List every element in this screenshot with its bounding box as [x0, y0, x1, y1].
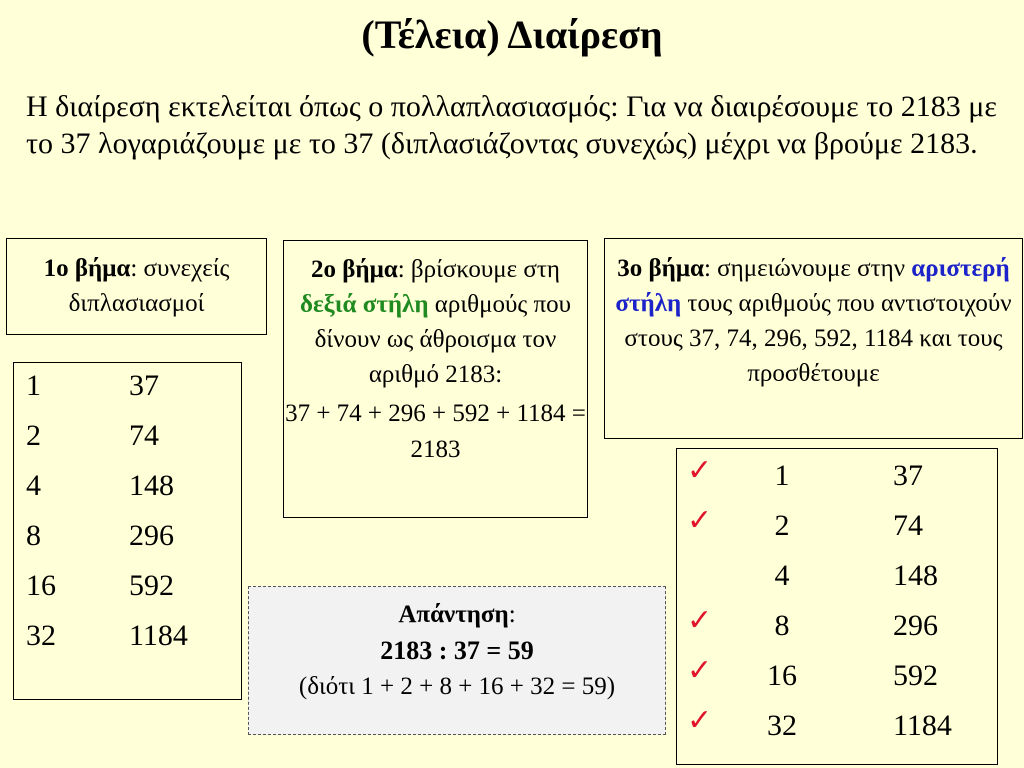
marked-table-right [676, 448, 998, 765]
table-row [677, 653, 997, 703]
step2-highlight: δεξιά στήλη [299, 291, 429, 318]
step1-text: : συνεχείς διπλασιασμοί [68, 255, 230, 317]
checkmark-icon: ✓ [687, 703, 713, 738]
step3-box [604, 238, 1023, 439]
doubling-table-left [13, 362, 242, 700]
product-cell: 37 [893, 459, 923, 492]
product-cell: 37 [129, 369, 159, 402]
table-row [14, 363, 241, 413]
step1-box [6, 238, 267, 335]
step1-heading: 1ο βήμα [43, 255, 131, 282]
table-row [14, 513, 241, 563]
checkmark-icon: ✓ [687, 653, 713, 688]
answer-result: 2183 : 37 = 59 [380, 636, 534, 665]
product-cell: 592 [129, 569, 174, 602]
multiplier-cell: 8 [26, 519, 41, 552]
product-cell: 1184 [129, 619, 188, 652]
multiplier-cell: 2 [26, 419, 41, 452]
checkmark-icon: ✓ [687, 503, 713, 538]
table-row [14, 463, 241, 513]
product-cell: 592 [893, 659, 938, 692]
step2-box [283, 240, 588, 518]
table-row [14, 563, 241, 613]
step2-equation: 37 + 74 + 296 + 592 + 1184 = 2183 [285, 400, 586, 463]
step3-text-before: : σημειώνουμε στην [703, 255, 912, 282]
answer-colon: : [508, 601, 516, 628]
multiplier-cell: 32 [767, 709, 797, 742]
answer-label: Απάντηση [398, 601, 509, 628]
multiplier-cell: 16 [26, 569, 56, 602]
answer-heading [249, 597, 665, 633]
step2-text-after: αριθμούς που δίνουν ως άθροισμα τον αριθμό 2183: [314, 291, 572, 388]
table-row [14, 613, 241, 663]
table-row [677, 703, 997, 753]
product-cell: 148 [129, 469, 174, 502]
product-cell: 1184 [893, 709, 952, 742]
table-row [677, 603, 997, 653]
checkmark-icon: ✓ [687, 603, 713, 638]
step2-description [284, 252, 587, 392]
product-cell: 74 [893, 509, 923, 542]
multiplier-cell: 2 [774, 509, 790, 542]
product-cell: 296 [129, 519, 174, 552]
multiplier-cell: 16 [767, 659, 797, 692]
table-row [14, 413, 241, 463]
table-row [677, 453, 997, 503]
product-cell: 296 [893, 609, 938, 642]
multiplier-cell: 4 [26, 469, 41, 502]
table-row [677, 503, 997, 553]
product-cell: 74 [129, 419, 159, 452]
checkmark-icon: ✓ [687, 453, 713, 488]
product-cell: 148 [893, 559, 938, 592]
table-row [677, 553, 997, 603]
step3-highlight: αριστερή στήλη [615, 255, 1010, 317]
multiplier-cell: 4 [774, 559, 790, 592]
step3-text-after: τους αριθμούς που αντιστοιχούν στους 37, 74, 296, 592, 1184 και τους προσθέτουμε [624, 290, 1012, 387]
multiplier-cell: 1 [774, 459, 790, 492]
intro-paragraph: Η διαίρεση εκτελείται όπως ο πολλαπλασιασμός: Για να διαιρέσουμε το 2183 με το 37 λογαριάζουμε με το 37 (διπλασιάζοντας συνεχώς) μέχρι να βρούμε 2183. [26, 90, 997, 160]
multiplier-cell: 8 [774, 609, 790, 642]
page-title: (Τέλεια) Διαίρεση [361, 12, 663, 57]
multiplier-cell: 1 [26, 369, 41, 402]
answer-box [248, 586, 666, 735]
step2-text-before: : βρίσκουμε στη [397, 256, 561, 283]
step2-heading: 2ο βήμα [310, 256, 398, 283]
answer-reason: (διότι 1 + 2 + 8 + 16 + 32 = 59) [298, 673, 616, 700]
multiplier-cell: 32 [26, 619, 56, 652]
step3-heading: 3ο βήμα [617, 255, 704, 282]
